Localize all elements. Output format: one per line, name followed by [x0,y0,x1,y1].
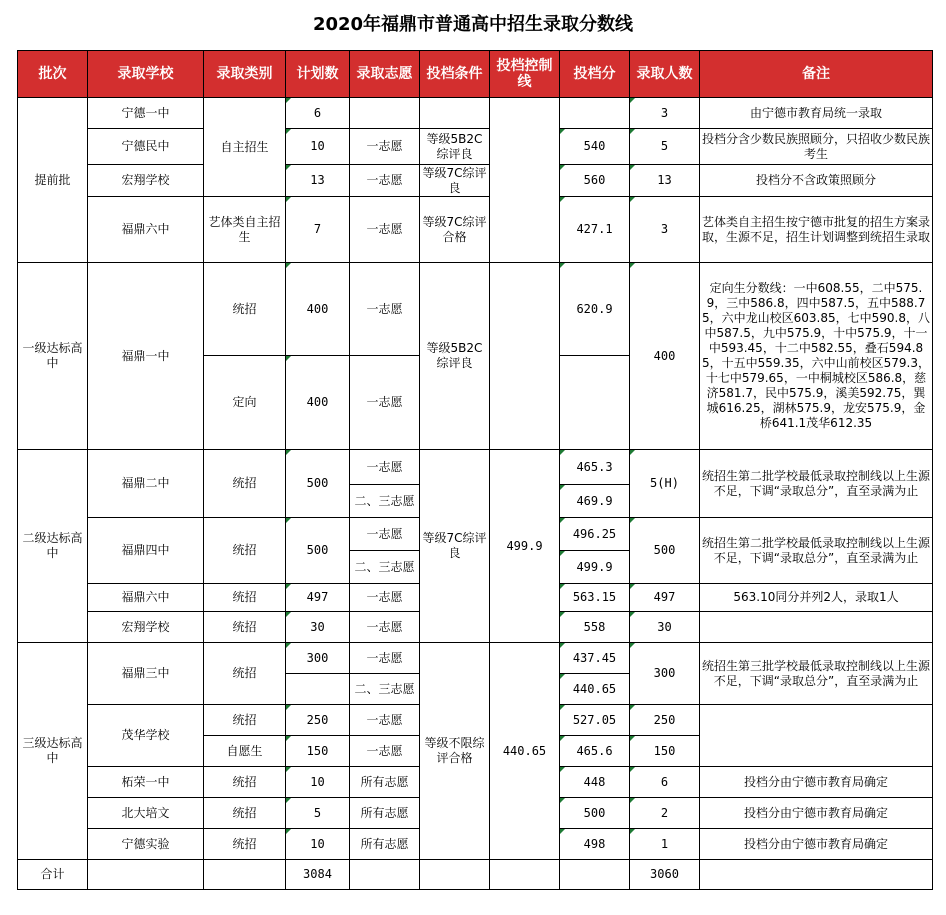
score-cell: 465.6 [560,736,630,767]
condition-cell: 等级5B2C综评良 [420,129,490,165]
admitted-cell: 497 [630,584,700,612]
school-cell: 宏翔学校 [88,612,204,643]
wish-cell: 一志愿 [350,450,420,485]
note-cell: 投档分含少数民族照顾分，只招收少数民族考生 [700,129,933,165]
header-condition: 投档条件 [420,51,490,98]
category-cell: 统招 [204,767,286,798]
category-cell: 统招 [204,450,286,518]
condition-cell: 等级7C综评良 [420,450,490,643]
admitted-cell: 150 [630,736,700,767]
batch-cell: 三级达标高中 [18,643,88,860]
wish-cell: 一志愿 [350,643,420,674]
header-category: 录取类别 [204,51,286,98]
plan-cell: 7 [286,197,350,263]
wish-cell: 二、三志愿 [350,674,420,705]
wish-cell: 一志愿 [350,612,420,643]
note-cell: 投档分由宁德市教育局确定 [700,767,933,798]
admitted-cell: 3 [630,197,700,263]
table-row [18,165,933,197]
wish-cell: 所有志愿 [350,798,420,829]
table-row [18,98,933,129]
header-admitted: 录取人数 [630,51,700,98]
school-cell: 福鼎一中 [88,263,204,450]
score-cell: 563.15 [560,584,630,612]
category-cell: 艺体类自主招生 [204,197,286,263]
note-cell: 由宁德市教育局统一录取 [700,98,933,129]
plan-cell: 6 [286,98,350,129]
note-cell: 统招生第三批学校最低录取控制线以上生源不足，下调“录取总分”，直至录满为止 [700,643,933,705]
table-row [18,450,933,485]
school-cell: 茂华学校 [88,705,204,767]
score-cell: 437.45 [560,643,630,674]
header-wish: 录取志愿 [350,51,420,98]
plan-cell: 150 [286,736,350,767]
school-cell: 北大培文 [88,798,204,829]
admitted-cell: 30 [630,612,700,643]
total-empty [88,860,204,890]
category-cell: 自愿生 [204,736,286,767]
plan-cell: 10 [286,829,350,860]
total-empty [420,860,490,890]
category-cell: 统招 [204,643,286,705]
school-cell: 福鼎二中 [88,450,204,518]
score-cell: 560 [560,165,630,197]
plan-cell: 500 [286,518,350,584]
total-empty [560,860,630,890]
category-cell: 统招 [204,829,286,860]
wish-cell: 一志愿 [350,736,420,767]
condition-cell: 等级不限综评合格 [420,643,490,860]
score-cell: 427.1 [560,197,630,263]
wish-cell: 一志愿 [350,129,420,165]
score-cell: 527.05 [560,705,630,736]
plan-cell: 500 [286,450,350,518]
batch-cell: 二级达标高中 [18,450,88,643]
wish-cell: 一志愿 [350,165,420,197]
score-cell: 540 [560,129,630,165]
table-row [18,263,933,356]
admitted-cell: 3 [630,98,700,129]
admitted-cell: 300 [630,643,700,705]
note-cell: 投档分由宁德市教育局确定 [700,829,933,860]
score-cell: 465.3 [560,450,630,485]
note-cell: 投档分由宁德市教育局确定 [700,798,933,829]
page-title: 2020年福鼎市普通高中招生录取分数线 [312,14,634,35]
note-cell: 统招生第二批学校最低录取控制线以上生源不足，下调“录取总分”，直至录满为止 [700,450,933,518]
school-cell: 福鼎四中 [88,518,204,584]
header-note: 备注 [700,51,933,98]
score-cell: 620.9 [560,263,630,356]
category-cell: 统招 [204,584,286,612]
school-cell: 福鼎三中 [88,643,204,705]
plan-cell: 400 [286,356,350,450]
header-batch: 批次 [18,51,88,98]
batch-cell: 一级达标高中 [18,263,88,450]
control-cell [490,98,560,263]
note-cell: 艺体类自主招生按宁德市批复的招生方案录取，生源不足，招生计划调整到统招生录取 [700,197,933,263]
header-control: 投档控制线 [490,51,560,98]
plan-cell: 30 [286,612,350,643]
condition-cell: 等级7C综评良 [420,165,490,197]
note-cell: 563.10同分并列2人，录取1人 [700,584,933,612]
note-cell [700,705,933,767]
control-cell: 499.9 [490,450,560,643]
total-admitted: 3060 [630,860,700,890]
category-cell: 统招 [204,263,286,356]
admitted-cell: 5 [630,129,700,165]
admitted-cell: 13 [630,165,700,197]
score-cell: 498 [560,829,630,860]
control-cell: 440.65 [490,643,560,860]
plan-cell: 13 [286,165,350,197]
header-plan: 计划数 [286,51,350,98]
wish-cell: 一志愿 [350,705,420,736]
total-plan: 3084 [286,860,350,890]
control-cell [490,263,560,450]
condition-cell [420,98,490,129]
admission-table [17,50,933,890]
admitted-cell: 6 [630,767,700,798]
wish-cell: 一志愿 [350,356,420,450]
category-cell: 自主招生 [204,98,286,197]
wish-cell: 一志愿 [350,263,420,356]
wish-cell: 一志愿 [350,584,420,612]
wish-cell: 所有志愿 [350,829,420,860]
school-cell: 宁德实验 [88,829,204,860]
score-cell: 448 [560,767,630,798]
category-cell: 统招 [204,518,286,584]
score-cell [560,98,630,129]
note-cell [700,612,933,643]
school-cell: 福鼎六中 [88,584,204,612]
table-row [18,197,933,263]
plan-cell: 10 [286,129,350,165]
total-empty [700,860,933,890]
category-cell: 定向 [204,356,286,450]
header-school: 录取学校 [88,51,204,98]
condition-cell: 等级5B2C综评良 [420,263,490,450]
table-row [18,643,933,674]
header-row [18,51,933,98]
school-cell: 柘荣一中 [88,767,204,798]
wish-cell [350,98,420,129]
category-cell: 统招 [204,705,286,736]
school-cell: 宁德一中 [88,98,204,129]
score-cell: 499.9 [560,551,630,584]
note-cell: 定向生分数线：一中608.55，二中575.9，三中586.8，四中587.5，五中588.75，六中龙山校区603.85，七中590.8，八中587.5，九中575.9，十中575.9，十一中593.45，十二中582.55，叠石594.85，十五中559.35，六中山前校区579.3，十七中579.65，一中桐城校区586.8，慈济581.7，民中575.9，溪美592.75，巽城616.25，湖林575.9，龙安575.9，金桥641.1茂华612.35 [700,263,933,450]
header-score: 投档分 [560,51,630,98]
admitted-cell: 250 [630,705,700,736]
score-cell [560,356,630,450]
total-empty [204,860,286,890]
wish-cell: 一志愿 [350,197,420,263]
score-cell: 440.65 [560,674,630,705]
batch-cell: 提前批 [18,98,88,263]
score-cell: 500 [560,798,630,829]
note-cell: 投档分不含政策照顾分 [700,165,933,197]
admitted-cell: 500 [630,518,700,584]
school-cell: 福鼎六中 [88,197,204,263]
note-cell: 统招生第二批学校最低录取控制线以上生源不足，下调“录取总分”，直至录满为止 [700,518,933,584]
plan-cell: 400 [286,263,350,356]
plan-cell: 250 [286,705,350,736]
category-cell: 统招 [204,798,286,829]
score-cell: 469.9 [560,485,630,518]
wish-cell: 二、三志愿 [350,485,420,518]
wish-cell: 二、三志愿 [350,551,420,584]
plan-cell [286,674,350,705]
plan-cell: 10 [286,767,350,798]
admitted-cell: 5(H) [630,450,700,518]
total-empty [350,860,420,890]
plan-cell: 497 [286,584,350,612]
total-label: 合计 [18,860,88,890]
category-cell: 统招 [204,612,286,643]
wish-cell: 所有志愿 [350,767,420,798]
plan-cell: 300 [286,643,350,674]
admitted-cell: 2 [630,798,700,829]
admitted-cell: 1 [630,829,700,860]
condition-cell: 等级7C综评合格 [420,197,490,263]
plan-cell: 5 [286,798,350,829]
admitted-cell: 400 [630,263,700,450]
score-cell: 496.25 [560,518,630,551]
school-cell: 宁德民中 [88,129,204,165]
table-row [18,129,933,165]
wish-cell: 一志愿 [350,518,420,551]
total-empty [490,860,560,890]
total-row [18,860,933,890]
school-cell: 宏翔学校 [88,165,204,197]
score-cell: 558 [560,612,630,643]
